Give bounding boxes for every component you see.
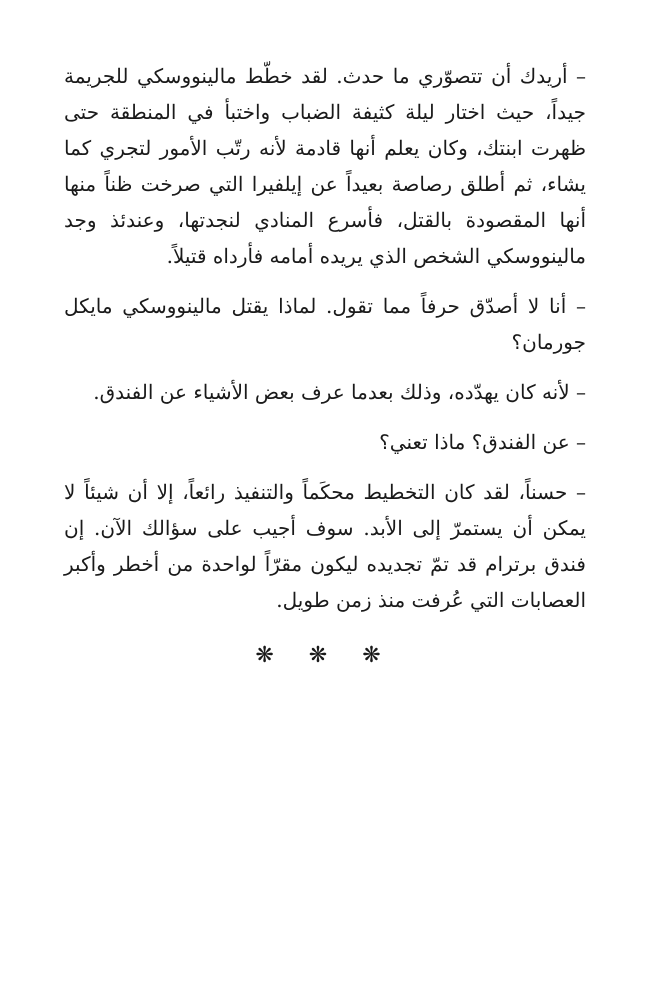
paragraph-1: – أريدك أن تتصوّري ما حدث. لقد خطّط مالينووسكي للجريمة جيداً، حيث اختار ليلة كثيفة الضباب واختبأ في المنطقة حتى ظهرت ابنتك، وكان يعلم أنها قادمة لأنه رتّب الأمور لتجري كما يشاء، ثم أطلق رصاصة بعيداً عن إيلفيرا التي صرخت ظناً منها أنها المقصودة بالقتل، فأسرع المنادي لنجدتها، وعندئذ وجد مالينووسكي الشخص الذي يريده أمامه فأرداه قتيلاً. <box>64 64 586 268</box>
paragraph-5: – حسناً، لقد كان التخطيط محكَماً والتنفيذ رائعاً، إلا أن شيئاً لا يمكن أن يستمرّ إلى الأبد. سوف أجيب على سؤالك الآن. إن فندق برترام قد تمّ تجديده ليكون مقرّاً لواحدة من أخطر وأكبر العصابات التي عُرفت منذ زمن طويل. <box>64 480 586 612</box>
paragraph-3: – لأنه كان يهدّده، وذلك بعدما عرف بعض الأشياء عن الفندق. <box>93 380 586 404</box>
paragraph-4: – عن الفندق؟ ماذا تعني؟ <box>379 430 586 454</box>
section-break-ornament: ❋ ❋ ❋ <box>255 643 395 668</box>
book-page <box>64 58 586 674</box>
paragraph-2: – أنا لا أصدّق حرفاً مما تقول. لماذا يقتل مالينووسكي مايكل جورمان؟ <box>64 294 586 354</box>
